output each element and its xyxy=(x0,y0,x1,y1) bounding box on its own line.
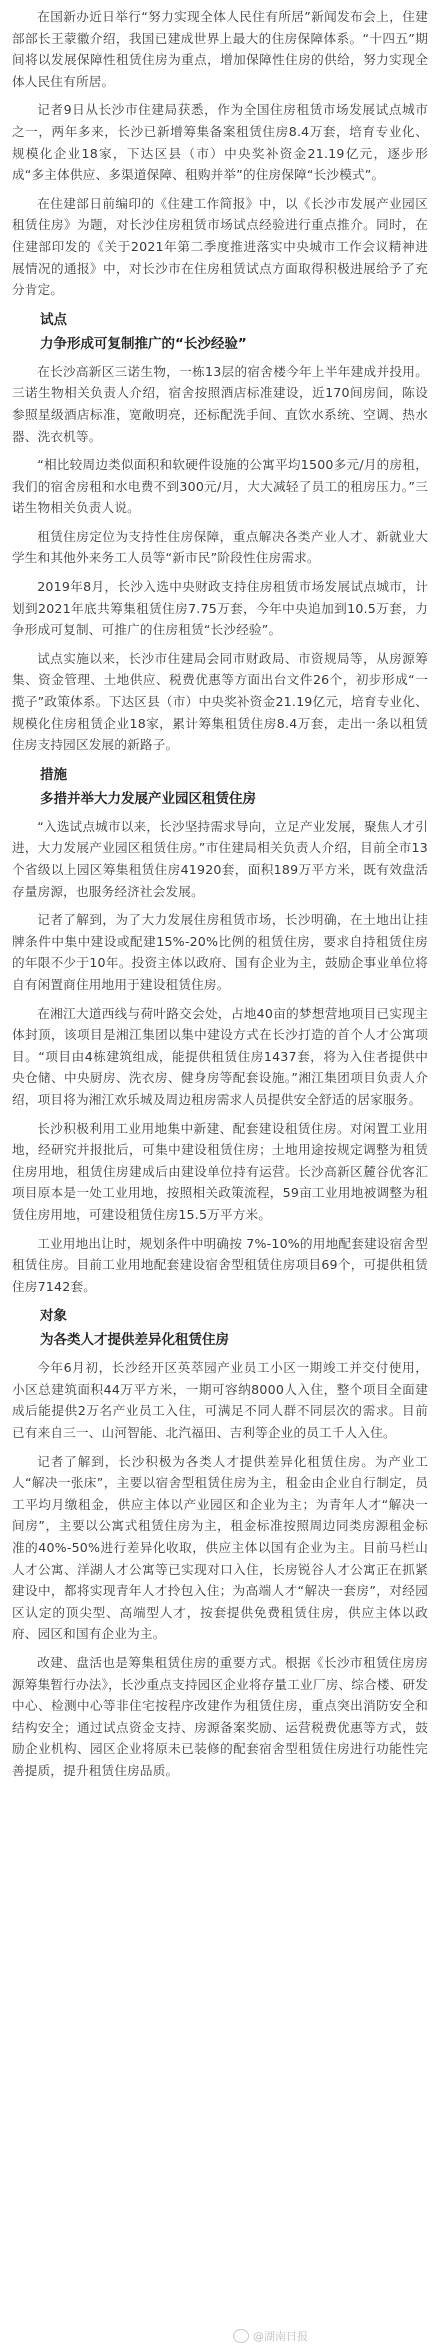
weibo-icon xyxy=(233,2329,249,2343)
paragraph: 在国新办近日举行“努力实现全体人民住有所居”新闻发布会上，住建部部长王蒙徽介绍，我国已建成世界上最大的住房保障体系。“十四五”期间将以发展保障性租赁住房为重点，增加保障性住房的供给，努力实现全体人民住有所居。 xyxy=(12,9,428,89)
section-title-pilot: 试点 xyxy=(40,311,67,328)
paragraph: 试点实施以来，长沙市住建局会同市财政局、市资规局等，从房源筹集、资金管理、土地供应、税费优惠等方面出台文件26个，初步形成“一揽子”政策体系。下达区县（市）中央奖补资金21.19亿元，培育专业化、规模化住房租赁企业18家，累计筹集租赁住房8.4万套，走出一条以租赁住房支持园区发展的新路子。 xyxy=(12,650,428,753)
paragraph: 记者了解到，为了大力发展住房租赁市场，长沙明确，在土地出让挂牌条件中集中建设或配建15%-20%比例的租赁住房，要求自持租赁住房的年限不少于10年。投资主体以政府、国有企业为主，鼓励企事业单位将自有闲置商住用地用于建设租赁住房。 xyxy=(12,912,428,992)
section-subhead-measures: 多措并举大力发展产业园区租赁住房 xyxy=(40,790,256,807)
paragraph: 2019年8月，长沙入选中央财政支持住房租赁市场发展试点城市，计划到2021年底共筹集租赁住房7.75万套，今年中央追加到10.5万套，力争形成可复制、可推广的住房租赁“长沙经验”。 xyxy=(12,579,428,638)
section-title-measures: 措施 xyxy=(40,766,67,783)
paragraph: “相比较周边类似面积和软硬件设施的公寓平均1500多元/月的房租，我们的宿舍房租和水电费不到300元/月，大大减轻了员工的租房压力。”三诺生物相关负责人说。 xyxy=(12,457,428,516)
paragraph: 记者了解到，长沙积极为各类人才提供差异化租赁住房。为产业工人“解决一张床”，主要以宿舍型租赁住房为主，租金由企业自行制定，员工平均月缴租金，供应主体以产业园区和企业为主；为青年人才“解决一间房”，主要以公寓式租赁住房为主，租金标准按照周边同类房源租金标准的40%-50%进行差异化收取，供应主体以国有企业为主。目前马栏山人才公寓、洋湖人才公寓等已实现对口入住，长房锐谷人才公寓正在抓紧建设中，都将实现青年人才拎包入住；为高端人才“解决一套房”，对经园区认定的顶尖型、高端型人才，按套提供免费租赁住房，供应主体以政府、园区和国有企业为主。 xyxy=(12,1453,428,1642)
watermark-text: @湖南日报 xyxy=(253,2330,308,2343)
paragraph: 长沙积极利用工业用地集中新建、配套建设租赁住房。对闲置工业用地，经研究并报批后，可集中建设租赁住房；土地用途按规定调整为租赁住房用地，租赁住房建成后由建设单位持有运营。长沙高新区麓谷优客汇项目原本是一处工业用地，按照相关政策流程，59亩工业用地被调整为租赁住房用地，可建设租赁住房15.5万平方米。 xyxy=(12,1120,428,1222)
paragraph: “入选试点城市以来，长沙坚持需求导向，立足产业发展，聚焦人才引进，大力发展产业园区租赁住房。”市住建局相关负责人介绍，目前全市13个省级以上园区筹集租赁住房41920套，面积189万平方米，既有效盘活存量房源，也服务经济社会发展。 xyxy=(12,818,428,899)
section-subhead-pilot: 力争形成可复制推广的“长沙经验” xyxy=(40,335,247,352)
watermark xyxy=(233,2328,308,2344)
paragraph: 记者9日从长沙市住建局获悉，作为全国住房租赁市场发展试点城市之一，两年多来，长沙已新增筹集备案租赁住房8.4万套，培育专业化、规模化企业18家，下达区县（市）中央奖补资金21.19亿元，逐步形成“多主体供应、多渠道保障、租购并举”的住房保障“长沙模式”。 xyxy=(12,102,428,183)
paragraph: 工业用地出让时，规划条件中明确按 7%-10%的用地配套建设宿舍型租赁住房。目前工业用地配套建设宿舍型租赁住房项目69个，可提供租赁住房7142套。 xyxy=(12,1235,428,1294)
section-title-targets: 对象 xyxy=(40,1308,67,1325)
paragraph: 租赁住房定位为支持性住房保障，重点解决各类产业人才、新就业大学生和其他外来务工人员等“新市民”阶段性住房需求。 xyxy=(12,528,428,566)
section-subhead-targets: 为各类人才提供差异化租赁住房 xyxy=(40,1332,229,1349)
paragraph: 在长沙高新区三诺生物，一栋13层的宿舍楼今年上半年建成并投用。三诺生物相关负责人介绍，宿舍按照酒店标准建设，近170间房间，陈设参照星级酒店标准，宽敞明亮，还标配洗手间、直饮水系统、空调、热水器、洗衣机等。 xyxy=(12,363,428,444)
paragraph: 今年6月初，长沙经开区英萃园产业员工小区一期竣工并交付使用，小区总建筑面积44万平方米，一期可容纳8000人入住，整个项目全面建成后能提供2万名产业员工入住，可满足不同人群不同层次的需求。目前已有来自三一、山河智能、北汽福田、吉利等企业的员工千人入住。 xyxy=(12,1360,428,1441)
paragraph: 在住建部日前编印的《住建工作简报》中，以《长沙市发展产业园区租赁住房》为题，对长沙住房租赁市场试点经验进行重点推介。同时，在住建部印发的《关于2021年第二季度推进落实中央城市工作会议精神进展情况的通报》中，对长沙市在住房租赁试点方面取得积极进展给予了充分肯定。 xyxy=(12,195,428,298)
paragraph: 改建、盘活也是筹集租赁住房的重要方式。根据《长沙市租赁住房房源筹集暂行办法》，长沙重点支持园区企业将存量工业厂房、综合楼、研发中心、检测中心等非住宅按程序改建作为租赁住房，重点突出消防安全和结构安全；通过试点资金支持、房源备案奖励、运营税费优惠等方式，鼓励企业机构、园区企业将原未已装修的配套宿舍型租赁住房进行功能性完善提质，提升租赁住房品质。 xyxy=(12,1655,428,1778)
paragraph: 在湘江大道西线与荷叶路交会处，占地40亩的梦想营地项目已实现主体封顶，该项目是湘江集团以集中建设方式在长沙打造的首个人才公寓项目。“项目由4栋建筑组成，能提供租赁住房1437套，将为入住者提供中央仓储、中央厨房、洗衣房、健身房等配套设施。”湘江集团项目负责人介绍，项目将为湘江欢乐城及周边租房需求人员提供安全舒适的居家服务。 xyxy=(12,1005,428,1107)
